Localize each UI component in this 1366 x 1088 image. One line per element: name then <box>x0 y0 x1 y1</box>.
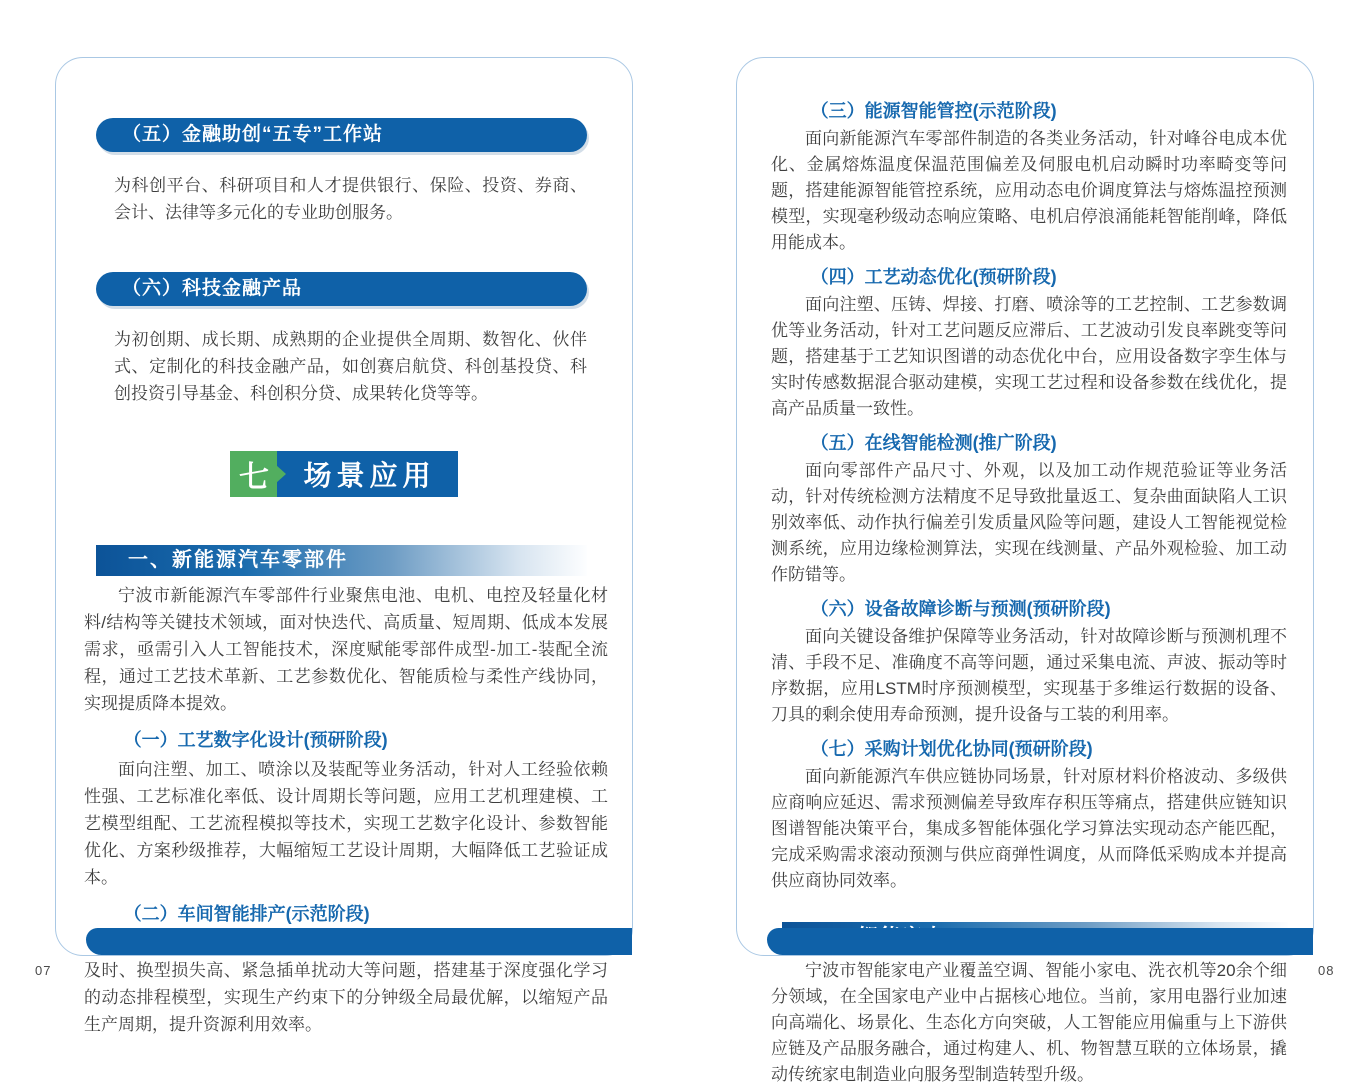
footer-bar-left <box>86 928 632 955</box>
subsection-title-4: （四）工艺动态优化(预研阶段) <box>810 267 1057 287</box>
smart-appliance-intro: 宁波市智能家电产业覆盖空调、智能小家电、洗衣机等20余个细分领域，在全国家电产业中占据核心地位。当前，家用电器行业加速向高端化、场景化、生态化方向突破，人工智能应用偏重与上下游供应链及产品服务融合，通过构建人、机、物智慧互联的立体场景，撬动传统家电制造业向服务型制造转型升级。 <box>771 961 1287 1084</box>
subsection-body-2: 及时、换型损失高、紧急插单扰动大等问题，搭建基于深度强化学习的动态排程模型，实现生产约束下的分钟级全局最优解，以缩短产品生产周期，提升资源利用效率。 <box>84 961 608 1034</box>
subsection-title-5: （五）在线智能检测(推广阶段) <box>810 433 1057 453</box>
page-number-08: 08 <box>1318 963 1335 978</box>
subsection-body-5: 面向零部件产品尺寸、外观，以及加工动作规范验证等业务活动，针对传统检测方法精度不足导致批量返工、复杂曲面缺陷人工识别效率低、动作执行偏差引发质量风险等问题，建设人工智能视觉检测系统，应用边缘检测算法，实现在线测量、产品外观检验、加工动作防错等。 <box>771 461 1287 584</box>
subsection-body-6: 面向关键设备维护保障等业务活动，针对故障诊断与预测机理不清、手段不足、准确度不高等问题，通过采集电流、声波、振动等时序数据，应用LSTM时序预测模型，实现基于多维运行数据的设备、刀具的剩余使用寿命预测，提升设备与工装的利用率。 <box>771 627 1287 724</box>
footer-bar-right <box>767 928 1313 955</box>
page-right <box>736 57 1314 1084</box>
chapter-banner <box>56 451 632 497</box>
industry-banner-nev-parts: 一、新能源汽车零部件 <box>96 545 587 576</box>
chapter-title: 场景应用 <box>277 451 457 497</box>
page-number-07: 07 <box>35 963 52 978</box>
section5-body: 为科创平台、科研项目和人才提供银行、保险、投资、券商、会计、法律等多元化的专业助创服务。 <box>114 176 587 222</box>
chapter-number-badge: 七 <box>230 451 277 497</box>
subsection-title-6: （六）设备故障诊断与预测(预研阶段) <box>810 599 1111 619</box>
pill-banner-section5: （五）金融助创“五专”工作站 <box>96 118 587 152</box>
section6-body: 为初创期、成长期、成熟期的企业提供全周期、数智化、伙伴式、定制化的科技金融产品，如创赛启航贷、科创基投贷、科创投资引导基金、科创积分贷、成果转化贷等等。 <box>114 330 587 403</box>
subsection-body-4: 面向注塑、压铸、焊接、打磨、喷涂等的工艺控制、工艺参数调优等业务活动，针对工艺问题反应滞后、工艺波动引发良率跳变等问题，搭建基于工艺知识图谱的动态优化中台，应用设备数字孪生体与实时传感数据混合驱动建模，实现工艺过程和设备参数在线优化，提高产品质量一致性。 <box>771 295 1287 418</box>
subsection-body-3: 面向新能源汽车零部件制造的各类业务活动，针对峰谷电成本优化、金属熔炼温度保温范围偏差及伺服电机启动瞬时功率畸变等问题，搭建能源智能管控系统，应用动态电价调度算法与熔炼温控预测模型，实现毫秒级动态响应策略、电机启停浪涌能耗智能削峰，降低用能成本。 <box>771 129 1287 252</box>
pill-banner-section6: （六）科技金融产品 <box>96 272 587 306</box>
page-left <box>55 57 633 1034</box>
subsection-title-1: （一）工艺数字化设计(预研阶段) <box>123 730 388 750</box>
subsection-body-1: 面向注塑、加工、喷涂以及装配等业务活动，针对人工经验依赖性强、工艺标准化率低、设计周期长等问题，应用工艺机理建模、工艺模型组配、工艺流程模拟等技术，实现工艺数字化设计、参数智能优化、方案秒级推荐，大幅缩短工艺设计周期，大幅降低工艺验证成本。 <box>84 760 608 887</box>
subsection-title-2: （二）车间智能排产(示范阶段) <box>123 904 370 924</box>
subsection-title-7: （七）采购计划优化协同(预研阶段) <box>810 739 1093 759</box>
subsection-title-3: （三）能源智能管控(示范阶段) <box>810 101 1057 121</box>
subsection-body-7: 面向新能源汽车供应链协同场景，针对原材料价格波动、多级供应商响应延迟、需求预测偏差导致库存积压等痛点，搭建供应链知识图谱智能决策平台，集成多智能体强化学习算法实现动态产能匹配，完成采购需求滚动预测与供应商弹性调度，从而降低采购成本并提高供应商协同效率。 <box>771 767 1287 890</box>
nev-parts-intro: 宁波市新能源汽车零部件行业聚焦电池、电机、电控及轻量化材料/结构等关键技术领域，面对快迭代、高质量、短周期、低成本发展需求，亟需引入人工智能技术，深度赋能零部件成型-加工-装配全流程，通过工艺技术革新、工艺参数优化、智能质检与柔性产线协同，实现提质降本提效。 <box>84 586 608 713</box>
